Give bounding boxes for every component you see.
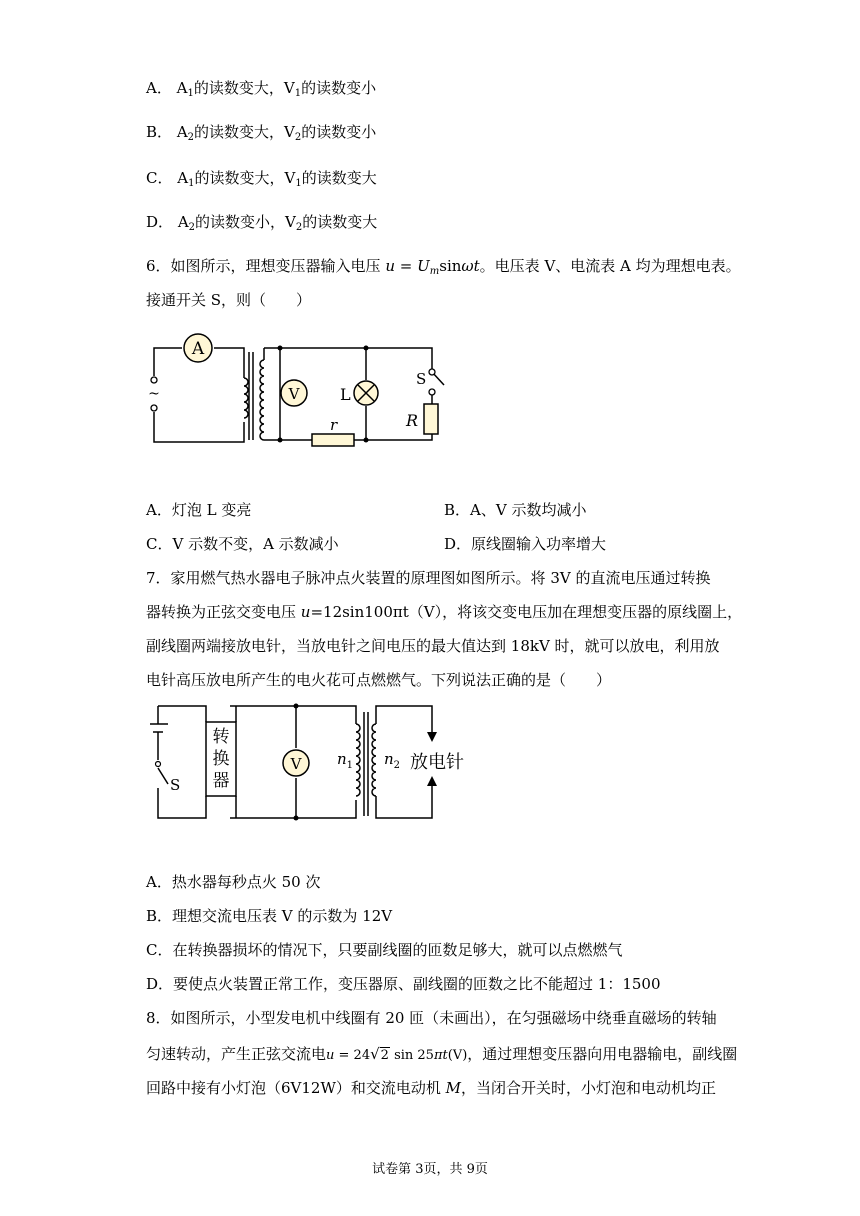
lamp-label: L — [340, 385, 351, 404]
q5-option-a: A． $A_1$的读数变大，$V_1$的读数变小 — [146, 79, 377, 99]
q7-option-d: D．要使点火装置正常工作，变压器原、副线圈的匝数之比不能超过 1：1500 — [146, 975, 661, 993]
q7-stem-line1: 7．家用燃气热水器电子脉冲点火装置的原理图如图所示。将 3V 的直流电压通过转换 — [146, 569, 711, 587]
resistor-R-label: R — [406, 411, 419, 430]
q6-option-d: D．原线圈输入功率增大 — [444, 535, 607, 553]
converter-label-3: 器 — [212, 771, 230, 791]
page-footer: 试卷第 3页，共 9页 — [372, 1162, 488, 1177]
q5-option-b: B． $A_2$的读数变大，$V_2$的读数变小 — [146, 123, 377, 143]
ammeter-label: A — [191, 339, 205, 359]
q6-option-c: C．V 示数不变，A 示数减小 — [146, 535, 339, 553]
converter-label-1: 转 — [212, 727, 230, 747]
q7-stem-line2: 器转换为正弦交变电压 u=12sin100πt（V），将该交变电压加在理想变压器的原线圈上， — [146, 603, 743, 621]
q6-circuit-diagram — [140, 330, 450, 460]
q7-option-a: A．热水器每秒点火 50 次 — [146, 873, 321, 891]
q7-stem-line4: 电针高压放电所产生的电火花可点燃燃气。下列说法正确的是（ ） — [146, 671, 612, 689]
q8-stem-line3: 回路中接有小灯泡（6V12W）和交流电动机 M，当闭合开关时，小灯泡和电动机均正 — [146, 1079, 717, 1097]
discharge-needle-label: 放电针 — [410, 752, 464, 773]
q5-option-c: C． $A_1$的读数变大，$V_1$的读数变大 — [146, 169, 377, 189]
voltmeter-label: V — [288, 385, 300, 403]
q7-option-b: B．理想交流电压表 V 的示数为 12V — [146, 907, 393, 925]
q7-ignition-diagram — [150, 700, 480, 824]
q8-stem-line1: 8．如图所示，小型发电机中线圈有 20 匝（未画出），在匀强磁场中绕垂直磁场的转轴 — [146, 1009, 717, 1027]
switch-label: S — [416, 370, 427, 388]
primary-turns-label: $n_1$ — [337, 750, 354, 771]
q7-option-c: C．在转换器损坏的情况下，只要副线圈的匝数足够大，就可以点燃燃气 — [146, 941, 623, 959]
q6-stem-line2: 接通开关 S，则（ ） — [146, 291, 312, 309]
q5-option-d: D． $A_2$的读数变小，$V_2$的读数变大 — [146, 213, 378, 233]
q6-option-a: A．灯泡 L 变亮 — [146, 501, 252, 519]
secondary-turns-label: $n_2$ — [384, 750, 401, 771]
voltmeter-label: V — [290, 755, 302, 773]
q6-option-b: B．A、V 示数均减小 — [444, 501, 587, 519]
resistor-r-label: r — [330, 416, 338, 434]
q8-stem-line2: 匀速转动，产生正弦交流电u = 24√2 sin 25πt(V)，通过理想变压器向用电器输电，副线圈 — [146, 1045, 738, 1063]
q6-stem-line1: 6．如图所示，理想变压器输入电压 $u = U_m\sin\omega t$。电压表 V、电流表 A 均为理想电表。 — [146, 257, 741, 277]
converter-label-2: 换 — [212, 749, 230, 769]
ac-source-label: ~ — [148, 386, 160, 402]
q7-stem-line3: 副线圈两端接放电针，当放电针之间电压的最大值达到 18kV 时，就可以放电，利用放 — [146, 637, 720, 655]
switch-label: S — [170, 776, 181, 794]
